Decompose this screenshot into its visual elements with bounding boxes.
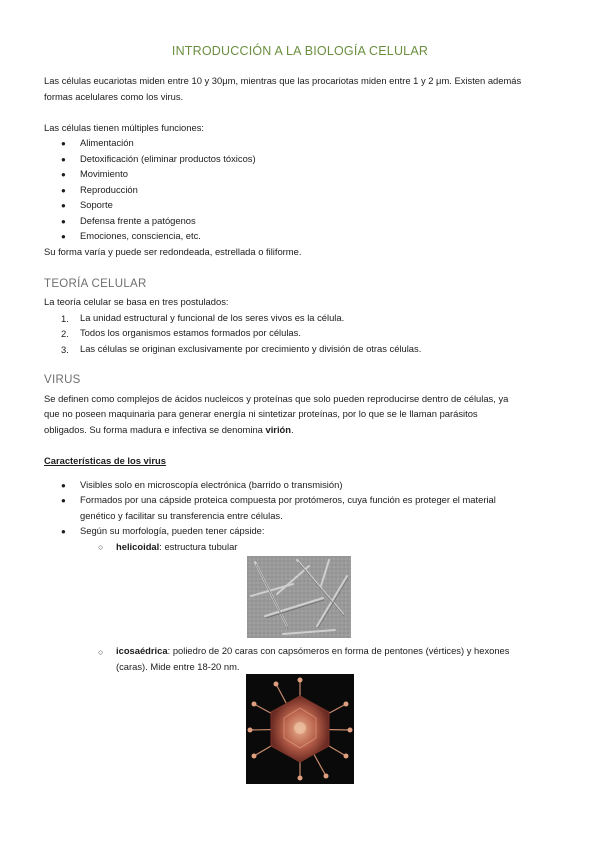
helicoidal-text: : estructura tubular bbox=[159, 541, 238, 552]
intro-line-2: formas acelulares como los virus. bbox=[44, 91, 184, 102]
section-heading-virus: VIRUS bbox=[44, 374, 81, 386]
bullet-icon: ● bbox=[61, 155, 66, 164]
list-item: Visibles solo en microscopía electrónica (barrido o transmisión) bbox=[80, 479, 343, 490]
helicoidal-label: helicoidal bbox=[116, 541, 160, 552]
helical-virus-micrograph bbox=[247, 556, 351, 638]
list-item: Defensa frente a patógenos bbox=[80, 215, 196, 226]
icosaedrica-text: : poliedro de 20 caras con capsómeros en forma de pentones (vértices) y hexones bbox=[167, 645, 510, 656]
list-item: Movimiento bbox=[80, 168, 128, 179]
bullet-icon: ● bbox=[61, 527, 66, 536]
section-heading-teoria: TEORÍA CELULAR bbox=[44, 278, 147, 290]
bullet-icon: ● bbox=[61, 496, 66, 505]
shape-text: Su forma varía y puede ser redondeada, estrellada o filiforme. bbox=[44, 246, 302, 257]
icosaedrica-label: icosaédrica bbox=[116, 645, 168, 656]
bullet-icon: ● bbox=[61, 139, 66, 148]
bullet-icon: ● bbox=[61, 481, 66, 490]
intro-line-1: Las células eucariotas miden entre 10 y 30μm, mientras que las procariotas miden entre 1 y 2 μm. Existen además bbox=[44, 75, 522, 86]
characteristics-heading-text: Características de los virus bbox=[44, 455, 166, 466]
sub-list-item-helicoidal bbox=[116, 539, 237, 555]
list-item: Las células se originan exclusivamente por crecimiento y división de otras células. bbox=[80, 343, 422, 354]
list-number: 3. bbox=[61, 344, 69, 355]
virus-line-2: que no poseen maquinaria para generar energía ni sintetizar proteínas, por lo que se le llaman parásitos bbox=[44, 408, 478, 419]
sub-list-item-icosaedrica bbox=[116, 643, 509, 659]
page-title: INTRODUCCIÓN A LA BIOLOGÍA CELULAR bbox=[171, 44, 429, 58]
circle-bullet-icon: ○ bbox=[98, 542, 104, 552]
bullet-icon: ● bbox=[61, 186, 66, 195]
circle-bullet-icon: ○ bbox=[98, 647, 104, 657]
icosahedral-virus-image bbox=[246, 674, 354, 784]
virus-line-3-end: . bbox=[291, 424, 294, 435]
list-number: 2. bbox=[61, 328, 69, 339]
list-item: Detoxificación (eliminar productos tóxicos) bbox=[80, 153, 256, 164]
sub-list-item-continuation: (caras). Mide entre 18-20 nm. bbox=[116, 661, 240, 672]
virus-line-3 bbox=[44, 422, 556, 438]
list-item: Emociones, consciencia, etc. bbox=[80, 230, 201, 241]
bullet-icon: ● bbox=[61, 201, 66, 210]
list-item: Formados por una cápside proteica compuesta por protómeros, cuya función es proteger el material bbox=[80, 494, 496, 505]
list-item: Soporte bbox=[80, 199, 113, 210]
list-item: Alimentación bbox=[80, 137, 134, 148]
list-item: La unidad estructural y funcional de los seres vivos es la célula. bbox=[80, 312, 345, 323]
list-item-continuation: genético y facilitar su transferencia entre células. bbox=[80, 510, 283, 521]
virus-line-1: Se definen como complejos de ácidos nucleicos y proteínas que solo pueden reproducirse dentro de células, ya bbox=[44, 393, 509, 404]
teoria-lead: La teoría celular se basa en tres postulados: bbox=[44, 296, 229, 307]
list-item: Según su morfología, pueden tener cápside: bbox=[80, 525, 265, 536]
characteristics-heading bbox=[44, 453, 556, 469]
bullet-icon: ● bbox=[61, 232, 66, 241]
virion-term: virión bbox=[265, 424, 292, 435]
bullet-icon: ● bbox=[61, 217, 66, 226]
list-item: Reproducción bbox=[80, 184, 138, 195]
list-number: 1. bbox=[61, 313, 69, 324]
bullet-icon: ● bbox=[61, 170, 66, 179]
functions-lead: Las células tienen múltiples funciones: bbox=[44, 122, 204, 133]
virus-line-3-text: obligados. Su forma madura e infectiva se denomina bbox=[44, 424, 266, 435]
list-item: Todos los organismos estamos formados por células. bbox=[80, 327, 301, 338]
